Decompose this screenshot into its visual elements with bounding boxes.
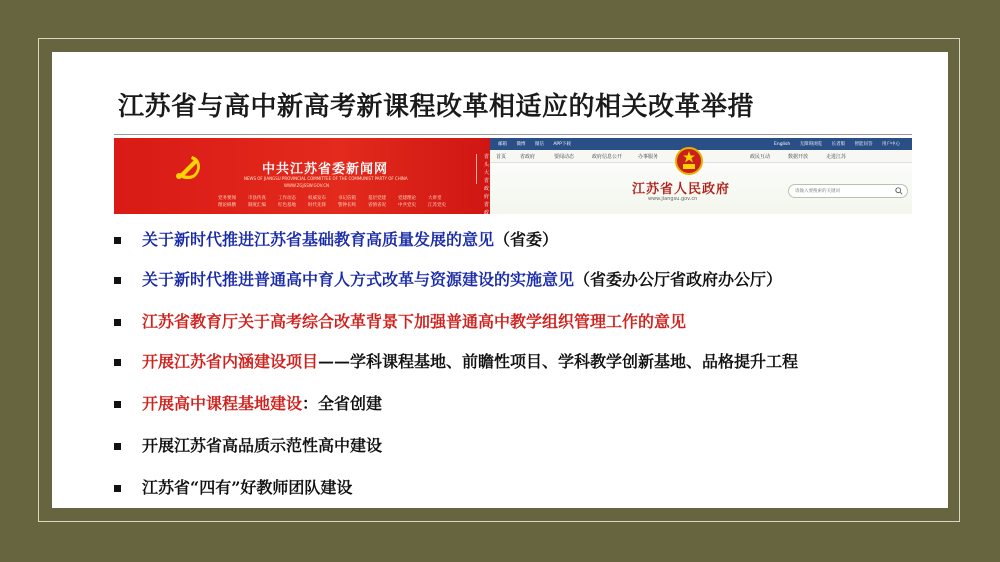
national-emblem-icon — [674, 146, 704, 176]
title-divider — [114, 134, 912, 135]
item-main: 开展江苏省高品质示范性高中建设 — [142, 436, 383, 455]
nav-link[interactable]: 权威发布 — [308, 196, 326, 201]
search-icon[interactable] — [895, 187, 903, 195]
gov-nav-link[interactable]: 政民互动 — [750, 154, 771, 160]
party-nav — [218, 195, 458, 208]
nav-link[interactable]: 制度汇编 — [248, 203, 266, 208]
strip-links — [498, 141, 579, 147]
item-main: 开展高中课程基地建设 — [142, 394, 303, 413]
strip-link[interactable]: APP下载 — [553, 142, 571, 147]
item-main: 关于新时代推进普通高中育人方式改革与资源建设的实施意见 — [142, 270, 575, 289]
nav-link[interactable]: 书记信箱 — [338, 196, 356, 201]
strip-link[interactable]: 无障碍浏览 — [799, 142, 823, 147]
gov-nav-link[interactable]: 办事服务 — [638, 154, 659, 160]
gov-nav-link[interactable]: 省政府 — [520, 154, 536, 160]
site-url: WWW.ZGJSSW.GOV.CN — [284, 183, 329, 188]
bullet-square — [114, 485, 121, 492]
bullet-square — [114, 443, 121, 450]
item-main: 江苏省“四有”好教师团队建设 — [142, 478, 353, 497]
item-note: ：全省创建 — [302, 394, 383, 413]
gov-nav-link[interactable]: 要闻动态 — [554, 154, 575, 160]
nav-link[interactable]: 工作动态 — [278, 196, 296, 201]
gov-search-input[interactable] — [788, 184, 908, 198]
item-note: （省委） — [494, 230, 559, 249]
gov-site-banner[interactable] — [490, 138, 912, 214]
site-subtitle: NEWS OF JIANGSU PROVINCIAL COMMITTEE OF THE COMMUNIST PARTY OF CHINA — [244, 176, 408, 181]
gov-url: www.jiangsu.gov.cn — [648, 196, 698, 202]
item-main: 关于新时代推进江苏省基础教育高质量发展的意见 — [142, 230, 495, 249]
nav-link[interactable]: 基层党建 — [368, 196, 386, 201]
nav-link[interactable]: 时代先锋 — [308, 203, 326, 208]
strip-link[interactable]: English — [774, 142, 791, 147]
item-main: 开展江苏省内涵建设项目 — [142, 352, 319, 371]
strip-link[interactable]: 微博 — [516, 142, 526, 147]
party-emblem-icon — [170, 148, 206, 184]
nav-link[interactable]: 党建理论 — [398, 196, 416, 201]
strip-link[interactable]: 用户中心 — [882, 142, 900, 147]
nav-link[interactable]: 中共党史 — [398, 203, 416, 208]
nav-link[interactable]: 市县传真 — [248, 196, 266, 201]
nav-link[interactable]: 警钟长鸣 — [338, 203, 356, 208]
bullet-square — [114, 237, 121, 244]
item-main: 江苏省教育厅关于高考综合改革背景下加强普通高中教学组织管理工作的意见 — [142, 312, 687, 331]
strip-link[interactable]: 长者版 — [831, 142, 846, 147]
gov-nav-link[interactable]: 走进江苏 — [826, 154, 847, 160]
gov-title: 江苏省人民政府 — [632, 182, 731, 197]
nav-link[interactable]: 党务要闻 — [218, 196, 236, 201]
nav-link[interactable]: 江苏党史 — [428, 203, 446, 208]
strip-link[interactable]: 智能问答 — [854, 142, 873, 147]
side-link[interactable]: 省头大 — [484, 154, 490, 176]
gov-nav-link[interactable]: 数据开放 — [788, 154, 809, 160]
slide — [52, 52, 948, 508]
nav-link[interactable]: 省情省况 — [368, 203, 386, 208]
bullet-square — [114, 277, 121, 284]
bullet-square — [114, 401, 121, 408]
nav-link[interactable]: 大讲堂 — [428, 196, 442, 201]
side-link[interactable]: 省政协 — [484, 202, 490, 224]
slide-title: 江苏省与高中新高考新课程改革相适应的相关改革举措 — [118, 92, 755, 122]
side-link[interactable]: 省政府 — [484, 178, 490, 200]
banner-divider — [476, 154, 477, 184]
gov-nav-link[interactable]: 首页 — [496, 154, 507, 160]
bullet-square — [114, 359, 121, 366]
nav-link[interactable]: 理论纵横 — [218, 203, 236, 208]
strip-right-links — [774, 141, 908, 147]
item-note: ——学科课程基地、前瞻性项目、学科教学创新基地、品格提升工程 — [318, 352, 799, 371]
strip-link[interactable]: 邮箱 — [498, 142, 507, 147]
item-note: （省委办公厅省政府办公厅） — [574, 270, 783, 289]
nav-link[interactable]: 红色基地 — [278, 203, 296, 208]
site-name: 中共江苏省委新闻网 — [262, 162, 389, 177]
party-news-banner[interactable] — [114, 138, 490, 224]
gov-nav-link[interactable]: 政府信息公开 — [592, 154, 623, 160]
strip-link[interactable]: 微信 — [534, 142, 544, 147]
bullet-square — [114, 319, 121, 326]
